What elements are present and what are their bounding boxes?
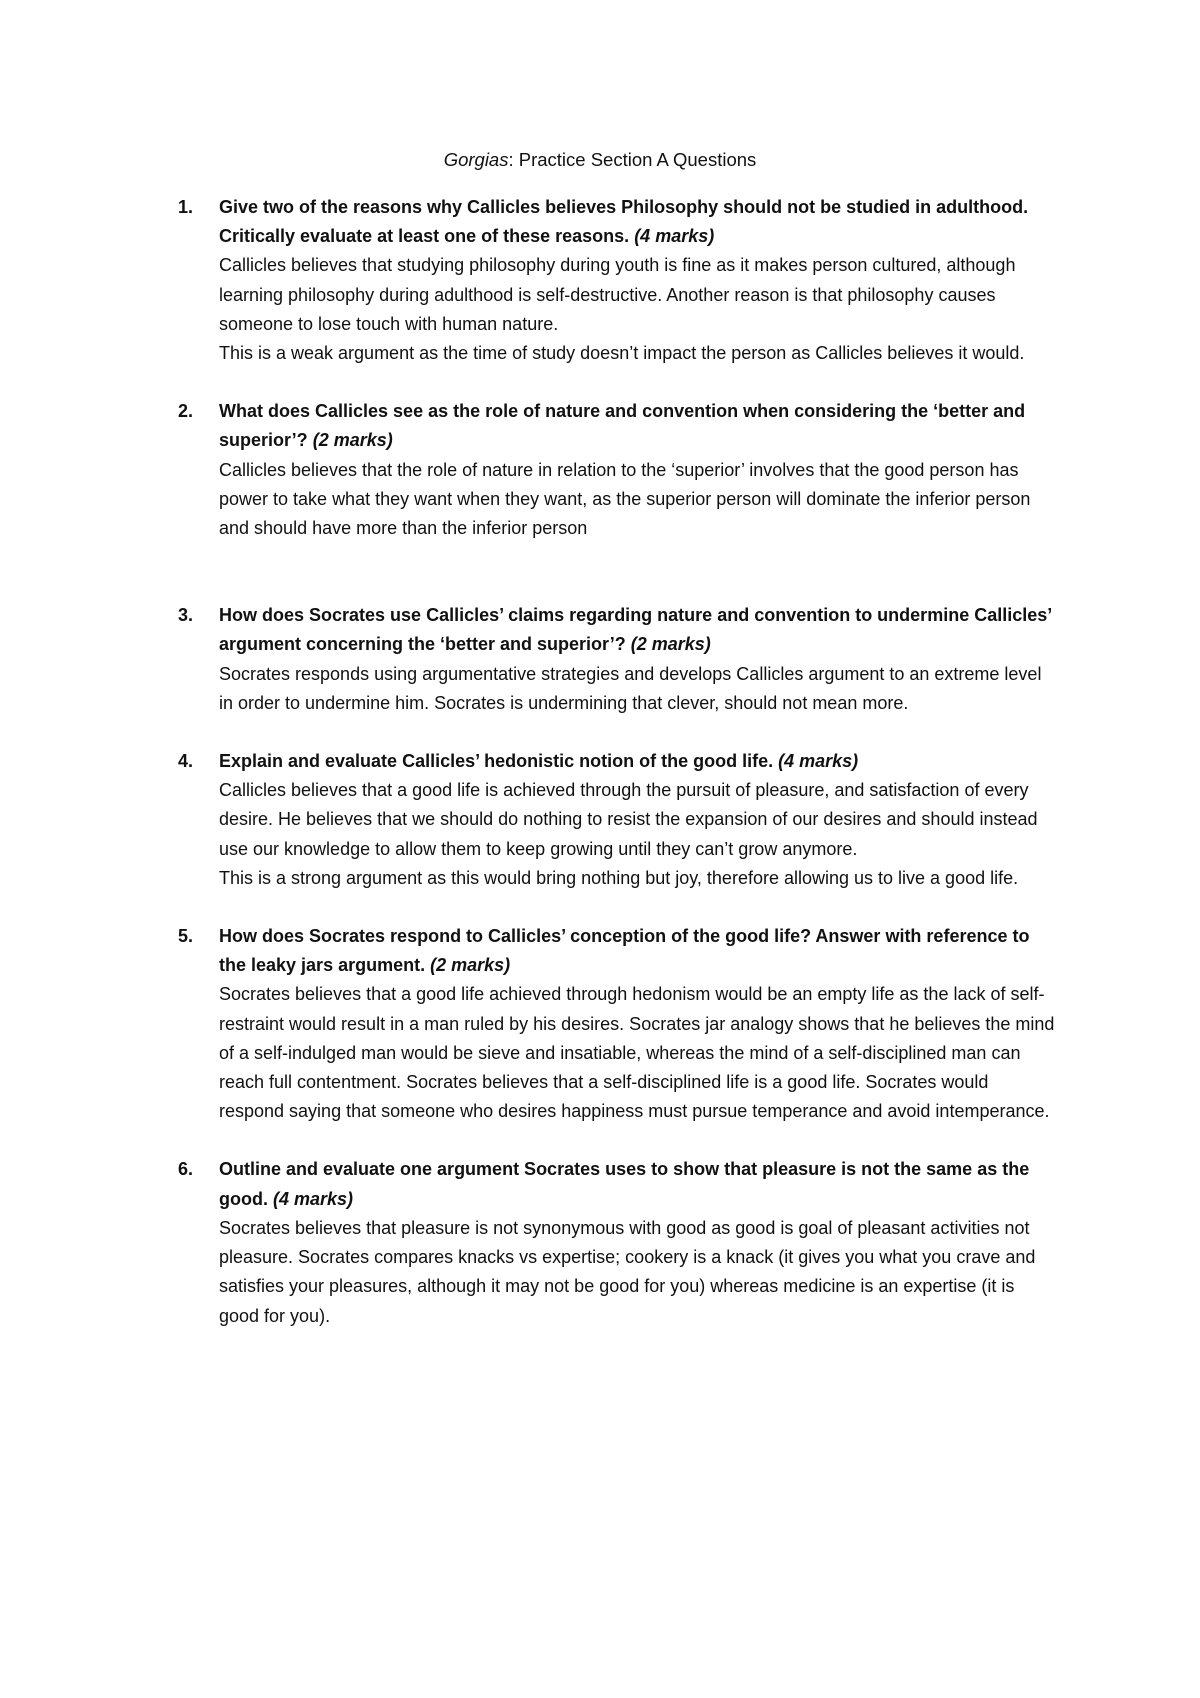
question-marks: (2 marks) [630, 634, 711, 655]
question-prompt: Explain and evaluate Callicles’ hedonistic notion of the good life. [219, 751, 774, 772]
question-item [178, 922, 1058, 1126]
question-marks: (2 marks) [430, 955, 511, 976]
question-number: 5. [178, 926, 194, 947]
answer-paragraph: Callicles believes that a good life is achieved through the pursuit of pleasure, and satisfaction of every desire. He believes that we should do nothing to resist the expansion of our desires and should instead use our knowledge to allow them to keep growing until they can’t grow anymore. [219, 780, 1038, 859]
question-number: 6. [178, 1159, 194, 1180]
question-text [219, 922, 1058, 980]
question-text [219, 193, 1058, 251]
question-prompt: How does Socrates use Callicles’ claims regarding nature and convention to undermine Callicles’ argument concerning the ‘better and superior’? [219, 605, 1052, 655]
question-item [178, 193, 1058, 368]
question-text [219, 601, 1058, 659]
question-text [219, 1155, 1058, 1213]
answer-paragraph: Socrates believes that a good life achieved through hedonism would be an empty life as the lack of self-restraint would result in a man ruled by his desires. Socrates jar analogy shows that he believes the mind of a self-indulged man would be sieve and insatiable, whereas the mind of a self-disciplined man can reach full contentment. Socrates believes that a self-disciplined life is a good life. Socrates would respond saying that someone who desires happiness must pursue temperance and avoid intemperance. [219, 984, 1055, 1122]
page-title [0, 148, 1200, 172]
question-prompt: Give two of the reasons why Callicles believes Philosophy should not be studied in adulthood. Critically evaluate at least one of these reasons. [219, 197, 1029, 247]
question-item [178, 397, 1058, 543]
answer-paragraph: This is a strong argument as this would bring nothing but joy, therefore allowing us to live a good life. [219, 867, 1019, 888]
answer-paragraph: This is a weak argument as the time of study doesn’t impact the person as Callicles believes it would. [219, 343, 1025, 364]
question-list [178, 193, 1058, 1331]
question-marks: (2 marks) [312, 430, 393, 451]
question-marks: (4 marks) [778, 751, 859, 772]
question-prompt: How does Socrates respond to Callicles’ conception of the good life? Answer with reference to the leaky jars argument. [219, 926, 1030, 976]
title-italic: Gorgias [443, 149, 509, 170]
question-number: 3. [178, 605, 194, 626]
question-number: 1. [178, 197, 194, 217]
answer-paragraph: Callicles believes that studying philosophy during youth is fine as it makes person cultured, although learning philosophy during adulthood is self-destructive. Another reason is that philosophy causes someone to lose touch with human nature. [219, 255, 1016, 334]
question-text [219, 747, 1058, 776]
title-rest: : Practice Section A Questions [508, 149, 757, 170]
question-prompt: What does Callicles see as the role of nature and convention when considering the ‘better and superior’? [219, 401, 1026, 451]
question-prompt: Outline and evaluate one argument Socrates uses to show that pleasure is not the same as the good. [219, 1159, 1030, 1209]
question-marks: (4 marks) [273, 1188, 354, 1209]
answer-paragraph: Socrates believes that pleasure is not synonymous with good as good is goal of pleasant activities not pleasure. Socrates compares knacks vs expertise; cookery is a knack (it gives you what you crave and satisfies your pleasures, although it may not be good for you) whereas medicine is an expertise (it is good for you). [219, 1217, 1036, 1326]
question-number: 2. [178, 401, 194, 422]
question-item [178, 747, 1058, 893]
answer-paragraph: Socrates responds using argumentative strategies and develops Callicles argument to an extreme level in order to undermine him. Socrates is undermining that clever, should not mean more. [219, 663, 1042, 713]
question-item [178, 601, 1058, 718]
question-marks: (4 marks) [634, 226, 715, 247]
question-text [219, 397, 1058, 455]
question-item [178, 1155, 1058, 1330]
answer-paragraph: Callicles believes that the role of nature in relation to the ‘superior’ involves that the good person has power to take what they want when they want, as the superior person will dominate the inferior person and should have more than the inferior person [219, 459, 1031, 539]
question-number: 4. [178, 751, 194, 772]
